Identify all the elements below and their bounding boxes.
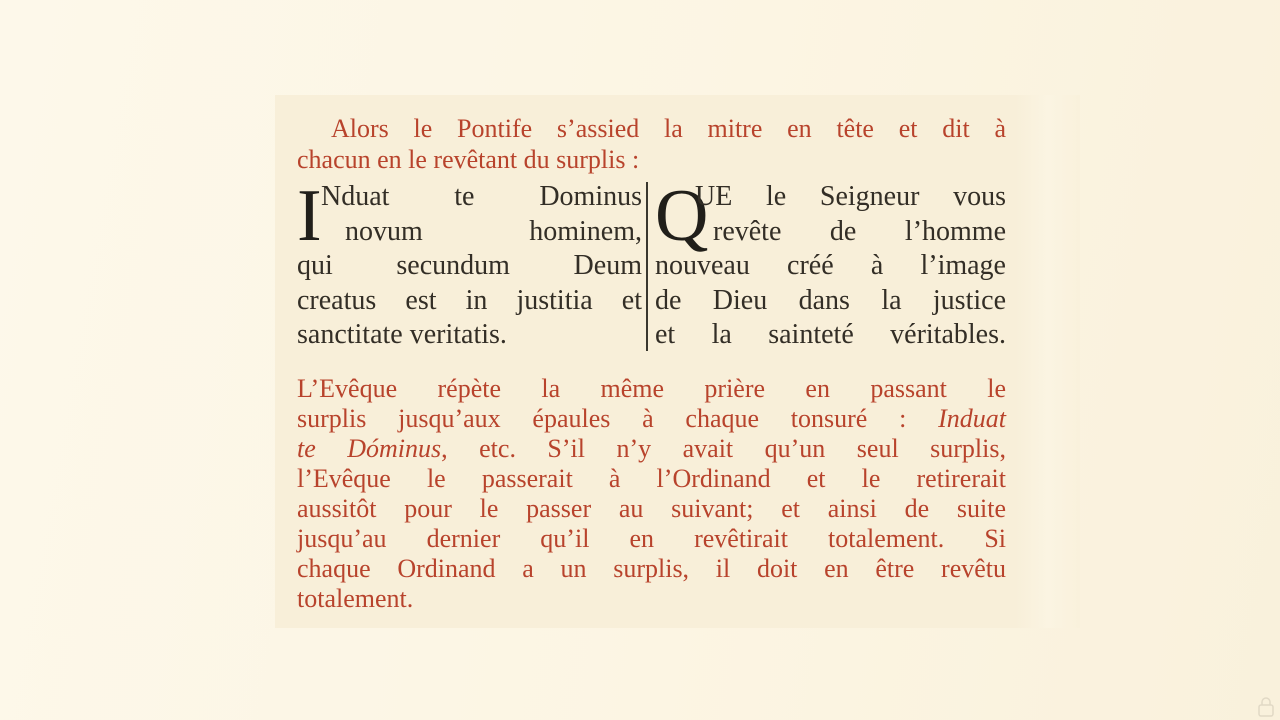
rubric-bottom-line-1: L’Evêque répète la même prière en passant le [297, 373, 1006, 403]
prayer-columns [297, 175, 1006, 353]
rubric-bottom-line-8: totalement. [297, 583, 414, 613]
french-line-2: revête de l’homme [713, 215, 1006, 247]
french-line-3: nouveau créé à l’image [655, 250, 1006, 281]
rubric-bottom-line-5: aussitôt pour le passer au suivant; et ainsi de suite [297, 493, 1006, 523]
rubric-bottom-line-7: chaque Ordinand a un surplis, il doit en être revêtu [297, 553, 1006, 583]
latin-cap-lines [321, 180, 642, 249]
rubric-bottom-line-3 [297, 434, 1006, 464]
latin-line-3: qui secundum Deum [297, 250, 642, 281]
rubric-bottom-line-3-regular: , etc. S’il n’y avait qu’un seul surplis, [441, 433, 1006, 463]
french-cap-row [655, 175, 1006, 257]
watermark-lock-icon [1257, 696, 1275, 718]
french-drop-cap: Q [655, 175, 709, 257]
french-line-5: et la sainteté véritables. [655, 319, 1006, 350]
column-divider-rule [646, 182, 648, 351]
french-cap-lines [695, 180, 1006, 249]
rubric-bottom-line-2-italic: Induat [938, 403, 1006, 433]
rubric-top-line-1: Alors le Pontife s’assied la mitre en tête et dit à [331, 114, 1006, 143]
french-column [655, 175, 1006, 353]
latin-line-4: creatus est in justitia et [297, 284, 642, 316]
latin-column [297, 175, 642, 353]
rubric-bottom-line-2 [297, 404, 1006, 434]
rubric-bottom-line-4: l’Evêque le passerait à l’Ordinand et le retirerait [297, 463, 1006, 493]
latin-line-5: sanctitate veritatis. [297, 319, 507, 350]
rubric-bottom-line-3-italic: te Dóminus [297, 433, 442, 463]
rubric-bottom-line-2-regular: surplis jusqu’aux épaules à chaque tonsuré : [297, 403, 939, 433]
latin-line-1: Nduat te Dominus [321, 181, 642, 212]
rubric-top-line-2: chacun en le revêtant du surplis : [297, 145, 640, 174]
rubric-bottom [297, 374, 1006, 614]
rubric-top [297, 113, 1006, 175]
rubric-bottom-line-6: jusqu’au dernier qu’il en revêtirait totalement. Si [297, 523, 1006, 553]
latin-drop-cap: I [297, 175, 322, 257]
french-line-4: de Dieu dans la justice [655, 284, 1006, 316]
latin-line-2: novum hominem, [345, 215, 642, 247]
french-line-1: UE le Seigneur vous [695, 181, 1006, 212]
latin-cap-row [297, 175, 642, 257]
book-page [275, 95, 1080, 628]
